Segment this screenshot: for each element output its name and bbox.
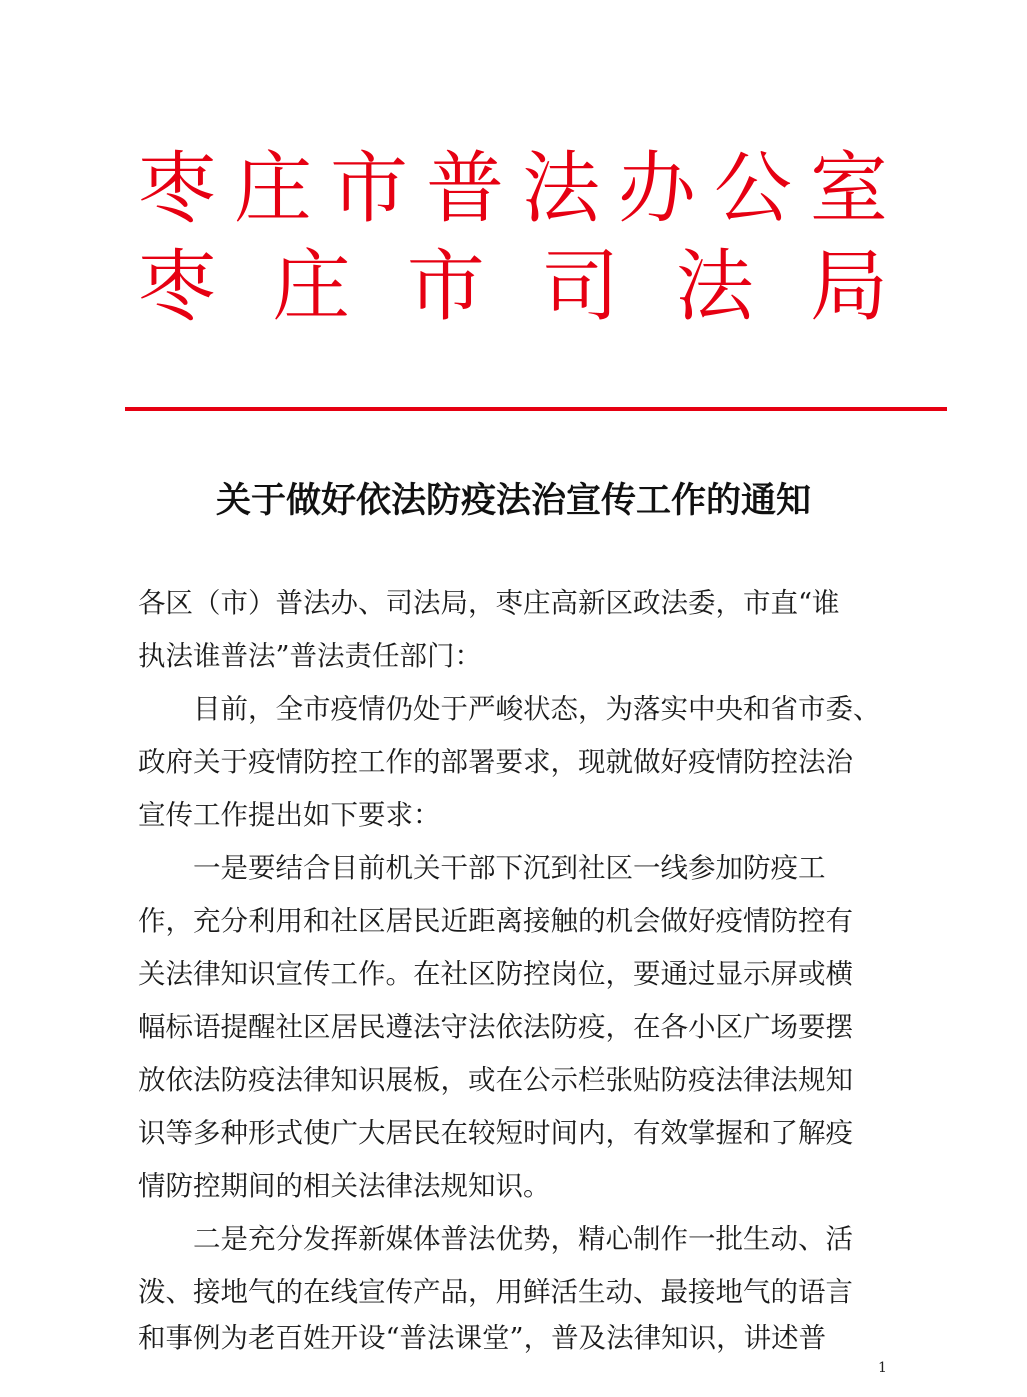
- body-line: 一是要结合目前机关干部下沉到社区一线参加防疫工: [138, 852, 826, 884]
- header-char: 庄: [272, 242, 351, 332]
- body-line: 作，充分利用和社区居民近距离接触的机会做好疫情防控有: [138, 905, 853, 937]
- body-line: 放依法防疫法律知识展板，或在公示栏张贴防疫法律法规知: [138, 1064, 853, 1096]
- header-char: 枣: [138, 144, 217, 234]
- header-char: 公: [713, 144, 792, 234]
- body-line: 二是充分发挥新媒体普法优势，精心制作一批生动、活: [138, 1223, 853, 1255]
- header-char: 司: [541, 242, 620, 332]
- header-char: 法: [675, 242, 754, 332]
- body-line: 各区（市）普法办、司法局，枣庄高新区政法委，市直“谁: [138, 587, 840, 619]
- body-line: 识等多种形式使广大居民在较短时间内，有效掌握和了解疫: [138, 1117, 853, 1149]
- body-line: 宣传工作提出如下要求：: [138, 799, 441, 831]
- body-line: 和事例为老百姓开设“普法课堂”，普及法律知识，讲述普: [138, 1322, 827, 1354]
- body-line: 泼、接地气的在线宣传产品，用鲜活生动、最接地气的语言: [138, 1276, 853, 1308]
- header-char: 办: [617, 144, 696, 234]
- body-line: 幅标语提醒社区居民遵法守法依法防疫，在各小区广场要摆: [138, 1011, 853, 1043]
- body-line: 目前，全市疫情仍处于严峻状态，为落实中央和省市委、: [138, 693, 881, 725]
- body-line: 情防控期间的相关法律法规知识。: [138, 1170, 551, 1202]
- document-title: 关于做好依法防疫法治宣传工作的通知: [215, 481, 811, 521]
- header-char: 室: [809, 144, 888, 234]
- header-char: 市: [329, 144, 408, 234]
- body-line: 政府关于疫情防控工作的部署要求，现就做好疫情防控法治: [138, 746, 853, 778]
- body-line: 关法律知识宣传工作。在社区防控岗位，要通过显示屏或横: [138, 958, 853, 990]
- header-char: 普: [425, 144, 504, 234]
- header-char: 市: [406, 242, 485, 332]
- header-char: 局: [809, 242, 888, 332]
- header-char: 枣: [138, 242, 217, 332]
- page-number: 1: [878, 1360, 887, 1376]
- red-header-divider: [125, 407, 947, 411]
- header-char: 庄: [233, 144, 312, 234]
- issuer-name-line-2: [138, 243, 888, 331]
- body-line: 执法谁普法”普法责任部门：: [138, 640, 483, 672]
- issuer-name-line-1: [138, 145, 888, 233]
- header-char: 法: [521, 144, 600, 234]
